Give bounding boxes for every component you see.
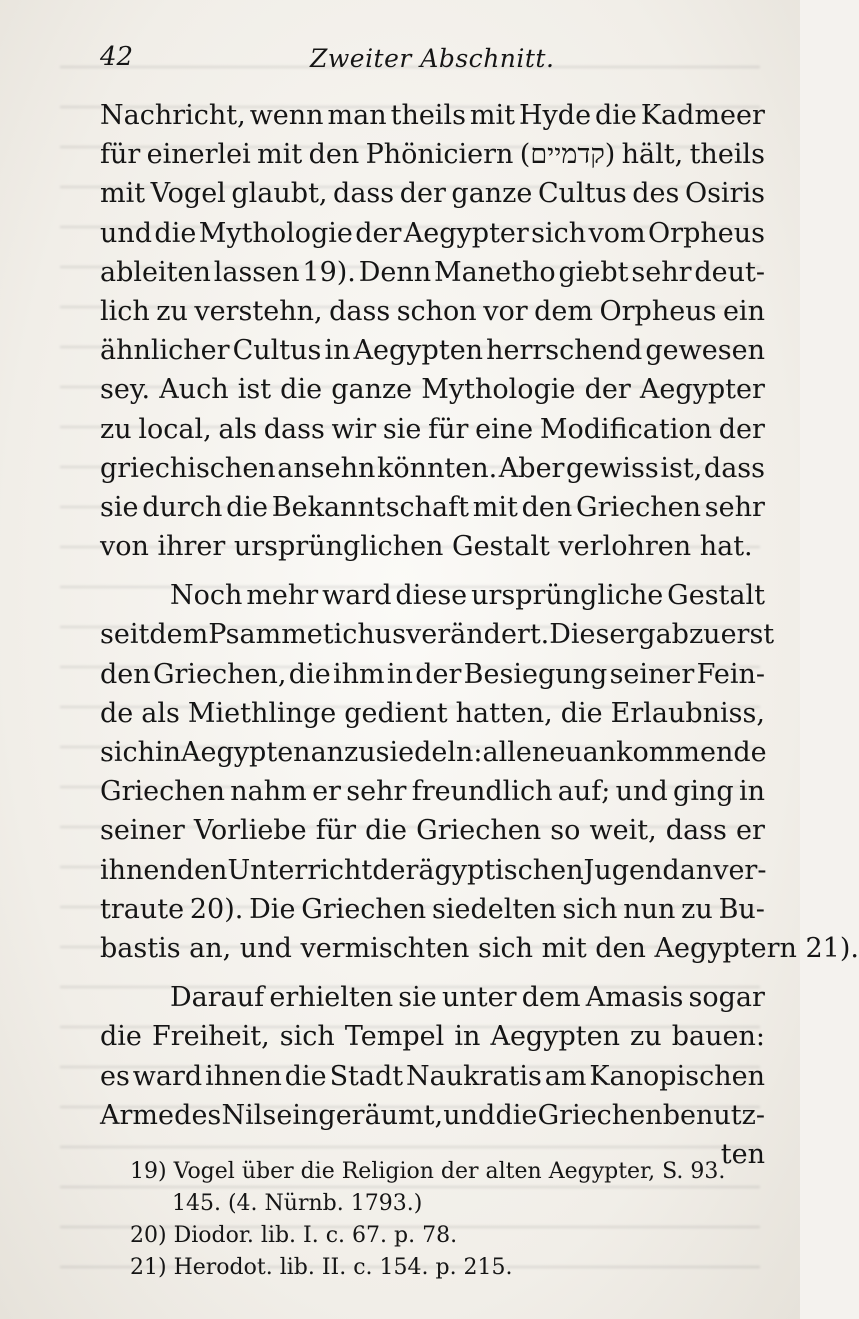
text-line: de als Miethlinge gedient hatten, die Erlaubniss,: [100, 697, 765, 729]
page-header: [100, 42, 760, 82]
text-line: Darauf erhielten sie unter dem Amasis sogar: [170, 982, 765, 1014]
text-line: lich zu verstehn, dass schon vor dem Orpheus ein: [100, 295, 765, 327]
text-line: Arme des Nils eingeräumt, und die Griechen benutz-: [100, 1099, 765, 1131]
text-line: ableiten lassen 19). Denn Manetho giebt sehr deut-: [100, 256, 765, 288]
text-line: und die Mythologie der Aegypter sich vom Orpheus: [100, 217, 765, 249]
text-line: den Griechen, die ihm in der Besiegung seiner Fein-: [100, 658, 765, 690]
footnotes: [130, 1156, 770, 1284]
text-line: traute 20). Die Griechen siedelten sich nun zu Bu-: [100, 893, 765, 925]
text-line: seit dem Psammetichus verändert. Dieser gab zuerst: [100, 619, 775, 651]
text-line: sie durch die Bekanntschaft mit den Griechen sehr: [100, 491, 765, 523]
page-number: 42: [100, 42, 134, 72]
text-line: die Freiheit, sich Tempel in Aegypten zu bauen:: [100, 1021, 765, 1053]
text-line: sey. Auch ist die ganze Mythologie der Aegypter: [100, 374, 765, 406]
footnote-19-continuation: 145. (4. Nürnb. 1793.): [172, 1191, 423, 1216]
text-line: für einerlei mit den Phöniciern (קדמיים) hält, theils: [100, 139, 765, 171]
text-line: von ihrer ursprünglichen Gestalt verlohren hat.: [100, 531, 753, 563]
text-line: zu local, als dass wir sie für eine Modification der: [100, 413, 765, 445]
text-line: sich in Aegypten anzusiedeln: alle neu ankommende: [100, 737, 767, 768]
running-head: Zweiter Abschnitt.: [310, 44, 555, 73]
footnote-20: 20) Diodor. lib. I. c. 67. p. 78.: [130, 1223, 458, 1248]
text-line: mit Vogel glaubt, dass der ganze Cultus des Osiris: [100, 178, 765, 210]
body-text: [100, 96, 859, 1174]
footnote-19: 19) Vogel über die Religion der alten Aegypter, S. 93.: [130, 1159, 726, 1184]
text-line: Griechen nahm er sehr freundlich auf; und ging in: [100, 776, 765, 808]
text-line: seiner Vorliebe für die Griechen so weit, dass er: [100, 815, 765, 847]
text-line: es ward ihnen die Stadt Naukratis am Kanopischen: [100, 1060, 765, 1092]
text-line: ihnen den Unterricht der ägyptischen Jugend anver-: [100, 854, 767, 886]
catchword: ten: [720, 1138, 765, 1170]
footnote-21: 21) Herodot. lib. II. c. 154. p. 215.: [130, 1255, 513, 1280]
text-line: Noch mehr ward diese ursprüngliche Gestalt: [170, 580, 765, 612]
text-line: griechischen ansehn könnten. Aber gewiss ist, dass: [100, 452, 765, 484]
text-line: Nachricht, wenn man theils mit Hyde die Kadmeer: [100, 100, 765, 131]
text-line: ähnlicher Cultus in Aegypten herrschend gewesen: [100, 335, 765, 367]
text-line: bastis an, und vermischten sich mit den Aegyptern 21).: [100, 932, 859, 964]
